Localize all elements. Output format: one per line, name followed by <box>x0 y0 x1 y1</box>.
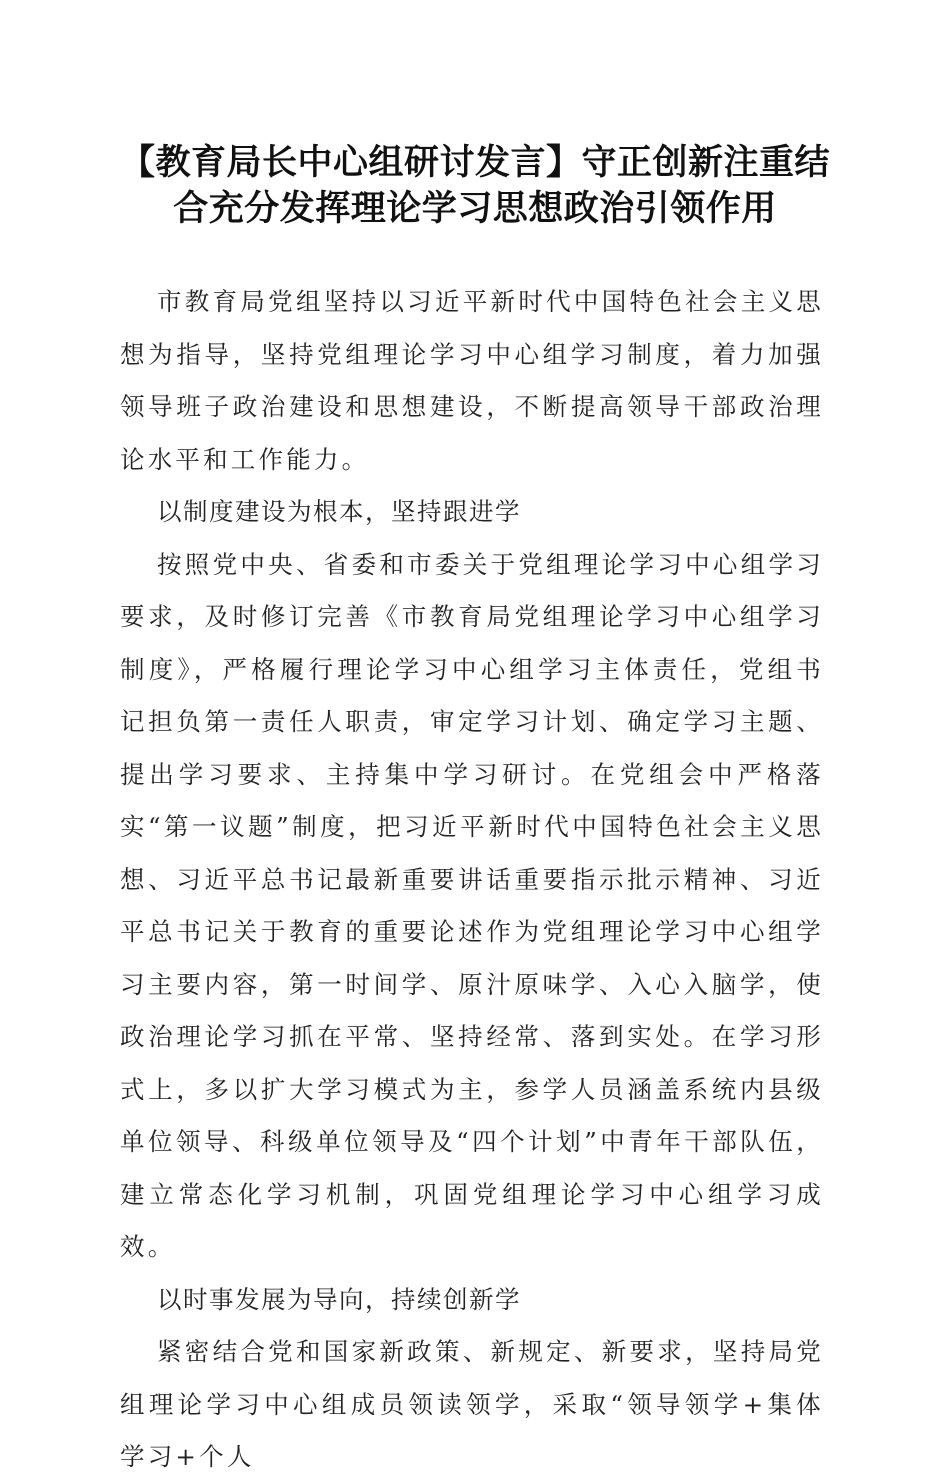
document-body <box>120 276 824 1484</box>
paragraph-current-affairs: 紧密结合党和国家新政策、新规定、新要求，坚持局党组理论学习中心组成员领读领学，采取“领导领学+集体学习+个人 <box>120 1337 824 1471</box>
document-title: 【教育局长中心组研讨发言】守正创新注重结合充分发挥理论学习思想政治引领作用 <box>119 143 830 229</box>
intro-paragraph: 市教育局党组坚持以习近平新时代中国特色社会主义思想为指导，坚持党组理论学习中心组学习制度，着力加强领导班子政治建设和思想建设，不断提高领导干部政治理论水平和工作能力。 <box>120 287 824 474</box>
section-heading-current-affairs: 以时事发展为导向，持续创新学 <box>157 1284 521 1314</box>
section-heading-system-building: 以制度建设为根本，坚持跟进学 <box>157 497 521 526</box>
paragraph-system-building: 按照党中央、省委和市委关于党组理论学习中心组学习要求，及时修订完善《市教育局党组理论学习中心组学习制度》，严格履行理论学习中心组学习主体责任，党组书记担负第一责任人职责，审定学习计划、确定学习主题、提出学习要求、主持集中学习研讨。在党组会中严格落实“第一议题”制度，把习近平新时代中国特色社会主义思想、习近平总书记最新重要讲话重要指示批示精神、习近平总书记关于教育的重要论述作为党组理论学习中心组学习主要内容，第一时间学、原汁原味学、入心入脑学，使政治理论学习抓在平常、坚持经常、落到实处。在学习形式上，多以扩大学习模式为主，参学人员涵盖系统内县级单位领导、科级单位领导及“四个计划”中青年干部队伍，建立常态化学习机制，巩固党组理论学习中心组学习成效。 <box>120 549 824 1261</box>
